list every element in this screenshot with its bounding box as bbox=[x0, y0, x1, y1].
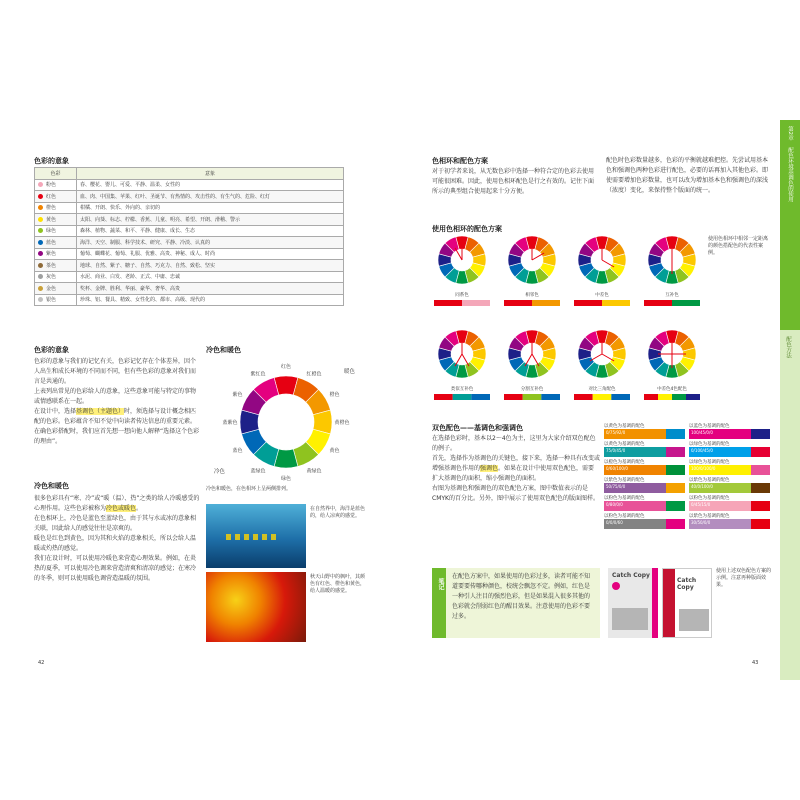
sec1-para2: 上表列出常见的色彩给人的意象，这些意象可能与特定的事物或情感联系在一起。 bbox=[34, 388, 197, 405]
swatch-pair bbox=[604, 423, 685, 439]
scheme-bar bbox=[504, 300, 532, 306]
color-cell bbox=[35, 237, 77, 249]
note-tag: 笔记 bbox=[437, 578, 444, 590]
wheel-label: 紫红色 bbox=[250, 371, 266, 378]
swatch-main: 100/0/100/0 bbox=[689, 465, 751, 475]
scheme-wheels bbox=[430, 232, 710, 422]
swatch-main: 0/0/0/60 bbox=[604, 519, 666, 529]
color-dot-icon bbox=[38, 182, 43, 187]
right-sec2-para3: 右图为基调色和强调色的双色配色方案，图中数值表示的是CMYK的百分比。另外，图中展示了使用双色配色的版面图样。 bbox=[432, 485, 599, 502]
wheel-title: 冷色和暖色 bbox=[206, 346, 241, 354]
swatch-accent bbox=[751, 429, 770, 439]
swatch-main: 30/50/0/0 bbox=[689, 519, 751, 529]
color-dot-icon bbox=[38, 205, 43, 210]
swatch-main: 40/0/100/0 bbox=[689, 483, 751, 493]
swatch-row bbox=[604, 459, 770, 475]
scheme-label: 中差色4色配色 bbox=[657, 387, 687, 392]
swatch-accent bbox=[666, 429, 685, 439]
swatch-row bbox=[604, 441, 770, 457]
table-title: 色彩的意象 bbox=[34, 157, 69, 165]
sec1-body bbox=[34, 357, 200, 447]
swatch-pair bbox=[689, 477, 770, 493]
table-row bbox=[35, 225, 344, 237]
swatch-pair bbox=[689, 441, 770, 457]
swatch-label: 以粉色为基调的配色 bbox=[689, 496, 730, 501]
wheel-label: 紫色 bbox=[232, 392, 243, 398]
swatch-accent bbox=[751, 501, 770, 511]
chapter-sub-label: 配色方法 bbox=[785, 336, 791, 358]
swatch-accent bbox=[751, 447, 770, 457]
color-dot-icon bbox=[38, 240, 43, 245]
color-cell bbox=[35, 260, 77, 272]
table-header-meaning: 意象 bbox=[77, 168, 344, 180]
side-note: 使用色相环中相邻一定距离的颜色搭配色的代表性案例。 bbox=[708, 236, 769, 256]
meaning-cell: 太阳、向葵、标志、柠檬、香蕉、儿童、明亮、希望、开朗、滑稽、警示 bbox=[77, 214, 344, 226]
scheme-bar bbox=[644, 394, 658, 400]
swatch-pair bbox=[689, 513, 770, 529]
color-name: 灰色 bbox=[46, 274, 57, 281]
chapter-label: 第2章 bbox=[787, 126, 793, 141]
color-dot-icon bbox=[38, 286, 43, 291]
table-row bbox=[35, 214, 344, 226]
swatch-row bbox=[604, 495, 770, 511]
swatch-label: 以紫色为基调的配色 bbox=[604, 478, 645, 483]
color-name: 金色 bbox=[46, 285, 57, 292]
wheels-subtitle: 使用色相环的配色方案 bbox=[432, 225, 502, 233]
wheel-label: 红橙色 bbox=[306, 371, 322, 378]
swatch-main: 0/45/15/0 bbox=[689, 501, 751, 511]
wheel-label: 黄绿色 bbox=[306, 468, 322, 475]
right-sec2-para1: 在选择色彩时，基本以2～4色为主，这里为大家介绍双色配色的例子。 bbox=[432, 435, 596, 452]
meaning-cell: 葡萄、蝴蝶花、葡萄、礼服、优雅、高贵、神秘、成人、时尚 bbox=[77, 248, 344, 260]
scheme-bar bbox=[471, 394, 490, 400]
scheme-bar bbox=[602, 300, 630, 306]
swatch-row bbox=[604, 513, 770, 529]
wheel-label: 蓝色 bbox=[232, 448, 243, 454]
swatch-label: 以蓝色为基调的配色 bbox=[689, 424, 730, 429]
swatch-accent bbox=[666, 465, 685, 475]
ocean-photo bbox=[206, 504, 306, 568]
scheme-label: 中差色 bbox=[595, 293, 609, 298]
wheel-label: 蓝紫色 bbox=[222, 420, 238, 426]
swatch-pair bbox=[604, 477, 685, 493]
swatch-accent bbox=[666, 447, 685, 457]
meaning-cell: 春、樱花、婴儿、可爱、平静、温柔、女性的 bbox=[77, 179, 344, 191]
wheel-caption: 冷色和暖色，在色相环上呈两侧排列。 bbox=[206, 486, 292, 492]
scheme-bar bbox=[672, 394, 686, 400]
swatch-pair bbox=[604, 495, 685, 511]
page-number-right: 43 bbox=[752, 660, 759, 666]
swatch-label: 以粉色为基调的配色 bbox=[604, 514, 645, 519]
scheme-bar bbox=[593, 394, 612, 400]
meaning-cell: 柑橘、开朗、快乐、外向的、亲切的 bbox=[77, 202, 344, 214]
color-cell bbox=[35, 191, 77, 203]
sec2-para1: 很多色彩具有“寒、冷”或“暖（温）、热”之类的给人冷暖感受的心理作用。这些色彩被称为冷色或暖色。 bbox=[34, 495, 200, 512]
swatch-label: 以紫色为基调的配色 bbox=[689, 478, 730, 483]
table-header-color: 色彩 bbox=[35, 168, 77, 180]
scheme-bar bbox=[644, 300, 672, 306]
swatch-accent bbox=[666, 483, 685, 493]
note-box bbox=[432, 568, 600, 638]
swatch-label: 以绿色为基调的配色 bbox=[689, 442, 730, 447]
color-dot-icon bbox=[38, 228, 43, 233]
color-wheel bbox=[206, 355, 366, 490]
highlight-warmcold: 冷色或暖色 bbox=[106, 505, 137, 512]
swatch-pair bbox=[689, 495, 770, 511]
scheme-bar bbox=[658, 394, 672, 400]
scheme-bar bbox=[434, 394, 453, 400]
big-wheel-ring bbox=[240, 376, 332, 468]
swatch-main: 50/75/0/0 bbox=[604, 483, 666, 493]
color-dot-icon bbox=[38, 274, 43, 279]
scheme-bar bbox=[672, 300, 700, 306]
color-name: 紫色 bbox=[46, 251, 57, 258]
color-cell bbox=[35, 294, 77, 306]
table-row bbox=[35, 271, 344, 283]
swatch-main: 0/60/100/0 bbox=[604, 465, 666, 475]
table-row bbox=[35, 179, 344, 191]
swatch-accent bbox=[666, 519, 685, 529]
cold-label: 冷色 bbox=[214, 469, 226, 475]
sec2-body bbox=[34, 494, 200, 584]
scheme-bar bbox=[611, 394, 630, 400]
table-row bbox=[35, 202, 344, 214]
swatch-pair bbox=[604, 441, 685, 457]
color-name: 橙色 bbox=[46, 205, 57, 212]
swatch-label: 以黄色为基调的配色 bbox=[604, 442, 645, 447]
scheme-bar bbox=[523, 394, 542, 400]
scheme-bar bbox=[453, 394, 472, 400]
color-cell bbox=[35, 214, 77, 226]
color-name: 茶色 bbox=[46, 262, 57, 269]
swatch-row bbox=[604, 423, 770, 439]
color-name: 黄色 bbox=[46, 216, 57, 223]
swatch-label: 以绿色为基调的配色 bbox=[689, 460, 730, 465]
scheme-bar bbox=[574, 394, 593, 400]
sec1-title: 色彩的意象 bbox=[34, 346, 69, 354]
page-number-left: 42 bbox=[38, 660, 45, 666]
wheel-label: 橙色 bbox=[329, 392, 340, 398]
scheme-bar bbox=[541, 394, 560, 400]
swatch-pair bbox=[604, 459, 685, 475]
swatch-label: 以紫色为基调的配色 bbox=[689, 514, 730, 519]
sec2-para2: 在色相环上，冷色是蓝色至蓝绿色，由于其与水或冰的意象相关联，因此给人的感觉往往是凉爽的。 bbox=[34, 515, 197, 532]
swatch-main: 0/80/0/0 bbox=[604, 501, 666, 511]
swatch-pair bbox=[689, 423, 770, 439]
sec2-title: 冷色和暖色 bbox=[34, 482, 69, 490]
color-meaning-table bbox=[34, 167, 344, 306]
color-cell bbox=[35, 271, 77, 283]
scheme-bar bbox=[574, 300, 602, 306]
highlight-keycolor: 基调色（主题色） bbox=[76, 408, 125, 415]
wheel-label: 黄色 bbox=[329, 448, 340, 454]
warm-label: 暖色 bbox=[344, 369, 356, 375]
table-row bbox=[35, 248, 344, 260]
highlight-accent: 强调色 bbox=[480, 465, 499, 472]
table-row bbox=[35, 283, 344, 295]
table-row bbox=[35, 191, 344, 203]
right-sec-title: 色相环和配色方案 bbox=[432, 157, 488, 165]
swatch-accent bbox=[751, 483, 770, 493]
color-name: 银色 bbox=[46, 297, 57, 304]
scheme-label: 对比三角配色 bbox=[588, 387, 616, 392]
color-cell bbox=[35, 248, 77, 260]
swatch-main: 75/0/45/0 bbox=[604, 447, 666, 457]
swatch-row bbox=[604, 477, 770, 493]
sec2-para4: 我们在设计时，可以使用冷暖色来营造心理效果。例如，在炎热的夏季，可以使用冷色调来营造清爽和清凉的感觉；在寒冷的冬季，则可以使用暖色调营造温暖的氛围。 bbox=[34, 555, 197, 582]
scheme-label: 类似互补色 bbox=[450, 387, 474, 392]
autumn-photo bbox=[206, 572, 306, 642]
color-dot-icon bbox=[38, 217, 43, 222]
table-row bbox=[35, 294, 344, 306]
sec1-para1: 色彩的意象与我们的记忆有关，色彩记忆存在个体差异，因个人出生和成长环境的不同而不同，但有些色彩的意象对我们而言是共通的。 bbox=[34, 358, 197, 385]
sec1-para3: 在设计中，选择基调色（主题色）时，须选择与设计概念相匹配的色彩。色彩蕴含不知不觉中向读者传达信息的重要元素。在确色彩搭配时，我们应首先想一想向他人解释“选择这个色彩的理由”。 bbox=[34, 408, 200, 445]
right-para2: 配色时色彩数量越多，色彩的平衡就越难把控。先尝试用基本色和强调色两种色彩进行配色，必要的话再加入其他色彩。即使需要增加色彩数量，也可以改为增加基本色和强调色的深浅（浓度）变化，来保持整个版面的统一。 bbox=[606, 157, 769, 194]
table-row bbox=[35, 260, 344, 272]
color-name: 蓝色 bbox=[46, 239, 57, 246]
table-row bbox=[35, 237, 344, 249]
meaning-cell: 地球、自然、紫子、糖子、自然、巧克力、自然、致松、坚实 bbox=[77, 260, 344, 272]
scheme-bar bbox=[462, 300, 490, 306]
photo2-caption: 秋天山野中的枫叶，其颜色有红色、橙色和黄色，给人温暖的感觉。 bbox=[310, 574, 366, 594]
swatch-label: 以黄色为基调的配色 bbox=[604, 424, 645, 429]
color-dot-icon bbox=[38, 263, 43, 268]
sec2-para3: 暖色是红色到黄色，因为其和火焰的意象相关，所以会给人温暖或灼热的感觉。 bbox=[34, 535, 197, 552]
meaning-cell: 珍珠、铝、餐具、精致、女性化的、都市、高级、现代的 bbox=[77, 294, 344, 306]
scheme-bar bbox=[532, 300, 560, 306]
note-text: 在配色方案中，如果使用的色彩过多，读者可能不知道要要传哪种颜色，校统会飘忽不定。例如，红色是一种引人注目的强烈色彩，但是如果混入很多其他的色彩就会削弱红色的醒目效果。注意使用的色彩不要过多。 bbox=[452, 573, 591, 620]
swatch-label: 以粉色为基调的配色 bbox=[604, 496, 645, 501]
scheme-bar bbox=[686, 394, 700, 400]
color-name: 红色 bbox=[46, 193, 57, 200]
swatch-main: 100/45/0/0 bbox=[689, 429, 751, 439]
scheme-bar bbox=[434, 300, 462, 306]
meaning-cell: 水泥、商业、白发、老龄、正式、中庸、忠诚 bbox=[77, 271, 344, 283]
meaning-cell: 奖杯、金牌、胜利、华丽、豪华、奢华、高贵 bbox=[77, 283, 344, 295]
meaning-cell: 海洋、天空、制服、科学技术、研究、平静、冷淡、认真的 bbox=[77, 237, 344, 249]
layout-sample-2: Catch Copy bbox=[662, 568, 712, 638]
swatch-accent bbox=[751, 465, 770, 475]
color-cell bbox=[35, 225, 77, 237]
right-sec2-title: 双色配色——基调色和强调色 bbox=[432, 424, 523, 432]
color-dot-icon bbox=[38, 297, 43, 302]
swatch-grid bbox=[604, 423, 770, 531]
scheme-label: 互补色 bbox=[665, 293, 679, 298]
color-name: 粉色 bbox=[46, 182, 57, 189]
scheme-bar bbox=[504, 394, 523, 400]
meaning-cell: 森林、植物、蔬菜、和平、平静、健康、成长、生态 bbox=[77, 225, 344, 237]
color-dot-icon bbox=[38, 194, 43, 199]
wheel-label: 红色 bbox=[280, 364, 292, 370]
color-dot-icon bbox=[38, 251, 43, 256]
color-cell bbox=[35, 202, 77, 214]
scheme-label: 相邻色 bbox=[525, 293, 539, 298]
right-sec2-para2: 首先，选择作为基调色的关键色，接下来，选择一种具有改变或增强基调色作用的强调色。如果在设计中使用双色配色，需要扩大基调色的面积，缩小强调色的面积。 bbox=[432, 455, 601, 482]
photo1-caption: 在自然界中，海洋是蓝色的，给人凉爽的感觉。 bbox=[310, 506, 366, 519]
scheme-label: 同系色 bbox=[455, 293, 469, 298]
chapter-section-label: 配色环境基调色的使用 bbox=[787, 146, 793, 202]
right-sec2-body bbox=[432, 434, 600, 504]
scheme-label: 分割互补色 bbox=[520, 387, 544, 392]
layout-caption: 使用上述双色配色方案的示例。注意再种版面效果。 bbox=[716, 568, 772, 588]
swatch-accent bbox=[666, 501, 685, 511]
swatch-accent bbox=[751, 519, 770, 529]
chapter-tab-active[interactable] bbox=[780, 120, 800, 330]
wheel-label: 绿色 bbox=[280, 476, 292, 482]
color-cell bbox=[35, 179, 77, 191]
layout-sample-1: Catch Copy bbox=[608, 568, 658, 638]
swatch-main: 0/75/92/0 bbox=[604, 429, 666, 439]
swatch-label: 以橙色为基调的配色 bbox=[604, 460, 645, 465]
swatch-pair bbox=[689, 459, 770, 475]
wheel-label: 蓝绿色 bbox=[250, 468, 266, 475]
right-para1: 对于初学者来说，从无数色彩中选择一种符合定的色彩去使用可能很困难。因此，使用色相环配色是行之有效的。记住下面所示的典型组合使用起来十分方便。 bbox=[432, 168, 595, 195]
color-name: 绿色 bbox=[46, 228, 57, 235]
swatch-pair bbox=[604, 513, 685, 529]
swatch-main: 0/100/45/0 bbox=[689, 447, 751, 457]
meaning-cell: 血、肉、中国集、苹果、红叶、圣诞节、有热情的、攻击性的、有生气的、危险、红灯 bbox=[77, 191, 344, 203]
wheel-label: 黄橙色 bbox=[334, 420, 350, 426]
color-cell bbox=[35, 283, 77, 295]
